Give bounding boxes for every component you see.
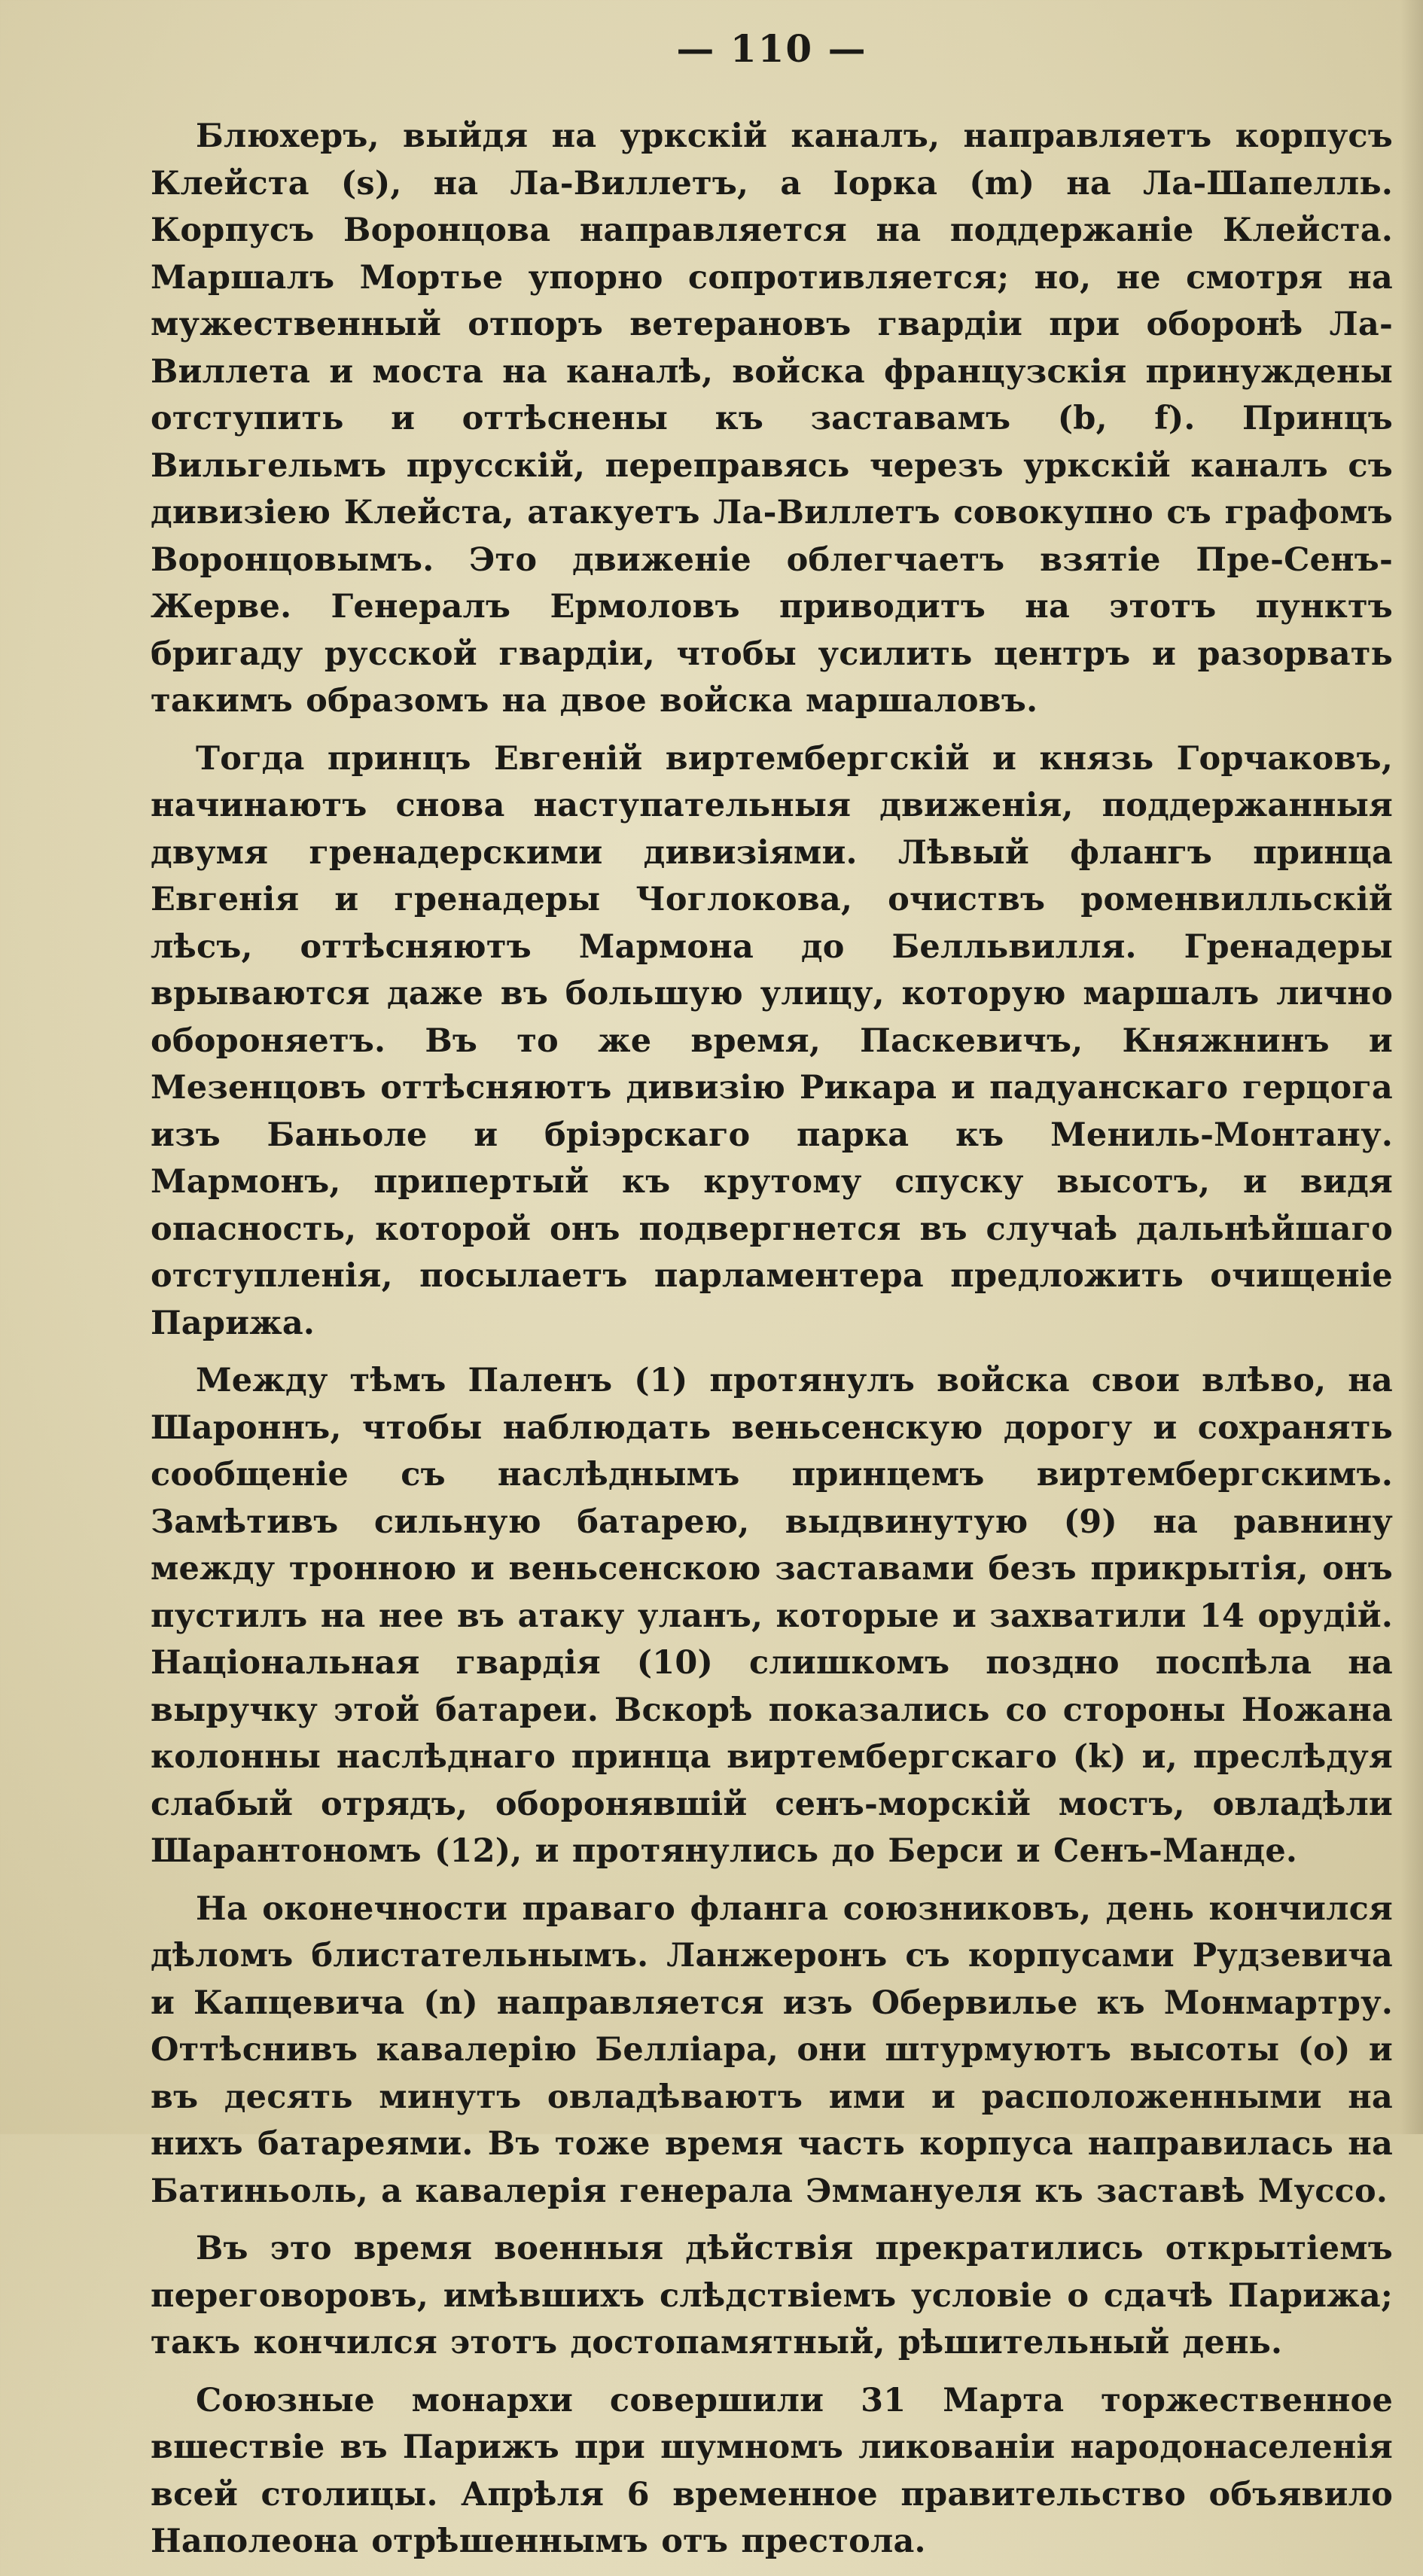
paragraph-2: Тогда принцъ Евгеній виртембергскій и князь Горчаковъ, начинаютъ снова наступательныя движенія, поддержанныя двумя гренадерскими дивизіями. Лѣвый флангъ принца Евгенія и гренадеры Чоглокова, очиствъ роменвилльскій лѣсъ, оттѣсняютъ Мармона до Белльвилля. Гренадеры врываются даже въ большую улицу, которую маршалъ лично обороняетъ. Въ то же время, Паскевичъ, Княжнинъ и Мезенцовъ оттѣсняютъ дивизію Рикара и падуанскаго герцога изъ Баньоле и бріэрскаго парка къ Мениль-Монтану. Мармонъ, припертый къ крутому спуску высотъ, и видя опасность, которой онъ подвергнется въ случаѣ дальнѣйшаго отступленія, посылаетъ парламентера предложить очищеніе Парижа. [151,739,1393,1342]
paragraph-3: Между тѣмъ Паленъ (1) протянулъ войска свои влѣво, на Шароннъ, чтобы наблюдать веньсенскую дорогу и сохранять сообщеніе съ наслѣднымъ принцемъ виртембергскимъ. Замѣтивъ сильную батарею, выдвинутую (9) на равнину между тронною и веньсенскою заставами безъ прикрытія, онъ пустилъ на нее въ атаку уланъ, которые и захватили 14 орудій. Національная гвардія (10) слишкомъ поздно поспѣла на выручку этой батареи. Вскорѣ показались со стороны Ножана колонны наслѣднаго принца виртембергскаго (k) и, преслѣдуя слабый отрядъ, оборонявшій сенъ-морскій мостъ, овладѣли Шарантономъ (12), и протянулись до Берси и Сенъ-Манде. [151,1362,1393,1870]
paragraph-5: Въ это время военныя дѣйствія прекратились открытіемъ переговоровъ, имѣвшихъ слѣдствіемъ условіе о сдачѣ Парижа; такъ кончился этотъ достопамятный, рѣшительный день. [151,2230,1393,2361]
book-page [151,26,1393,2576]
paragraph-6: Союзные монархи совершили 31 Марта торжественное вшествіе въ Парижъ при шумномъ ликованіи народонаселенія всей столицы. Апрѣля 6 временное правительство объявило Наполеона отрѣшеннымъ отъ престола. [151,2381,1393,2560]
page-number: — 110 — [676,26,867,71]
paragraph-1: Блюхеръ, выйдя на уркскій каналъ, направляетъ корпусъ Клейста (s), на Ла-Виллетъ, а Іорка (m) на Ла-Шапелль. Корпусъ Воронцова направляется на поддержаніе Клейста. Маршалъ Мортье упорно сопротивляется; но, не смотря на мужественный отпоръ ветерановъ гвардіи при оборонѣ Ла-Виллета и моста на каналѣ, войска французскія принуждены отступить и оттѣснены къ заставамъ (b, f). Принцъ Вильгельмъ прусскій, переправясь черезъ уркскій каналъ съ дивизіею Клейста, атакуетъ Ла-Виллетъ совокупно съ графомъ Воронцовымъ. Это движеніе облегчаетъ взятіе Пре-Сенъ-Жерве. Генералъ Ермоловъ приводитъ на этотъ пунктъ бригаду русской гвардіи, чтобы усилить центръ и разорвать такимъ образомъ на двое войска маршаловъ. [151,117,1393,720]
paragraph-4: На оконечности праваго фланга союзниковъ, день кончился дѣломъ блистательнымъ. Ланжеронъ съ корпусами Рудзевича и Капцевича (n) направляется изъ Обервилье къ Монмартру. Оттѣснивъ кавалерію Белліара, они штурмуютъ высоты (о) и въ десять минутъ овладѣваютъ ими и расположенными на нихъ батареями. Въ тоже время часть корпуса направилась на Батиньоль, а кавалерія генерала Эммануеля къ заставѣ Муссо. [151,1889,1393,2210]
page-edge-shadow [1400,0,1423,2134]
